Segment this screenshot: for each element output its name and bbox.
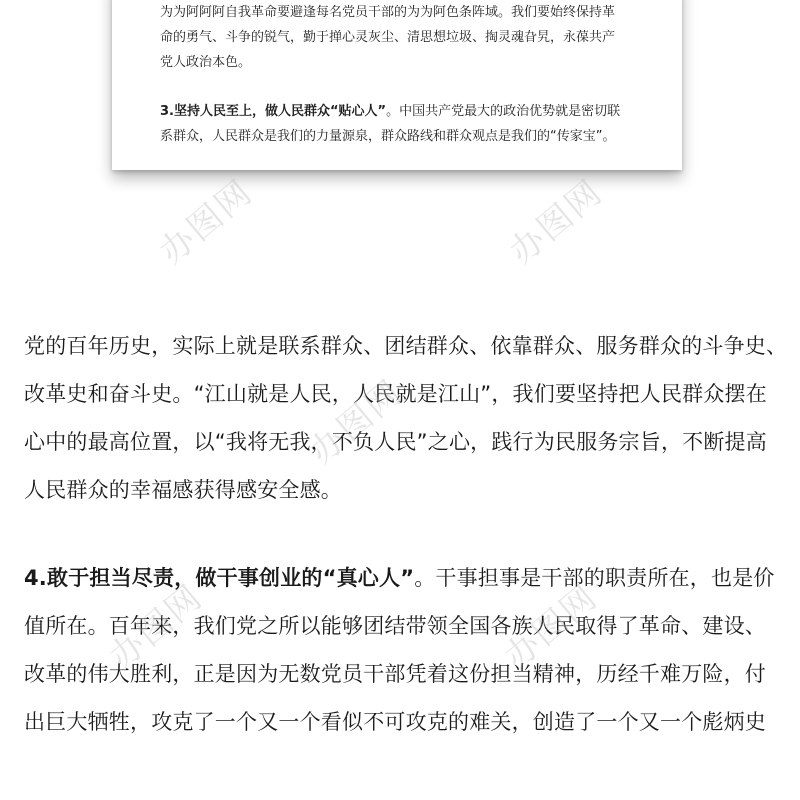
para2-line: 改革的伟大胜利，正是因为无数党员干部凭着这份担当精神，历经千难万险，付	[24, 662, 766, 686]
watermark: 办图网	[502, 172, 611, 273]
watermark: 办图网	[497, 577, 606, 678]
para1-line: 人民群众的幸福感获得感安全感。	[24, 478, 342, 502]
watermark: 办图网	[152, 172, 261, 273]
card-line: 系群众，人民群众是我们的力量源泉，群众路线和群众观点是我们的“传家宝”。	[160, 129, 616, 144]
para1-line: 改革史和奋斗史。“江山就是人民，人民就是江山”，我们要坚持把人民群众摆在	[24, 382, 767, 406]
embedded-document-card	[112, 0, 682, 170]
card-line: 命的勇气、斗争的锐气，勤于掸心灵灰尘、清思想垃圾、掏灵魂旮旯，永葆共产	[160, 30, 616, 45]
para1-line: 心中的最高位置，以“我将无我，不负人民”之心，践行为民服务宗旨，不断提高	[24, 430, 767, 454]
watermark: 办图网	[102, 577, 211, 678]
para2-text: 。干事担事是干部的职责所在，也是价	[414, 566, 775, 590]
para2-line: 出巨大牺牲，攻克了一个又一个看似不可攻克的难关，创造了一个又一个彪炳史	[24, 710, 766, 734]
card-item-3-heading: 3.坚持人民至上，做人民群众“贴心人”	[160, 104, 387, 119]
para1-line: 党的百年历史，实际上就是联系群众、团结群众、依靠群众、服务群众的斗争史、	[24, 334, 788, 358]
card-item-3-text: 。中国共产党最大的政治优势就是密切联	[386, 104, 621, 119]
watermark: 办图网	[302, 372, 411, 473]
main-text	[24, 322, 788, 746]
para2-first-line	[24, 554, 784, 602]
para2-heading: 4.敢于担当尽责，做干事创业的“真心人”	[24, 566, 415, 590]
para2-line: 值所在。百年来，我们党之所以能够团结带领全国各族人民取得了革命、建设、	[24, 614, 766, 638]
card-line: 为为阿阿阿自我革命要避逢每名党员干部的为为阿色条阵域。我们要始终保持革	[160, 5, 616, 20]
card-item-3-line	[160, 99, 652, 124]
card-line: 党人政治本色。	[160, 55, 252, 70]
card-text	[160, 0, 652, 149]
